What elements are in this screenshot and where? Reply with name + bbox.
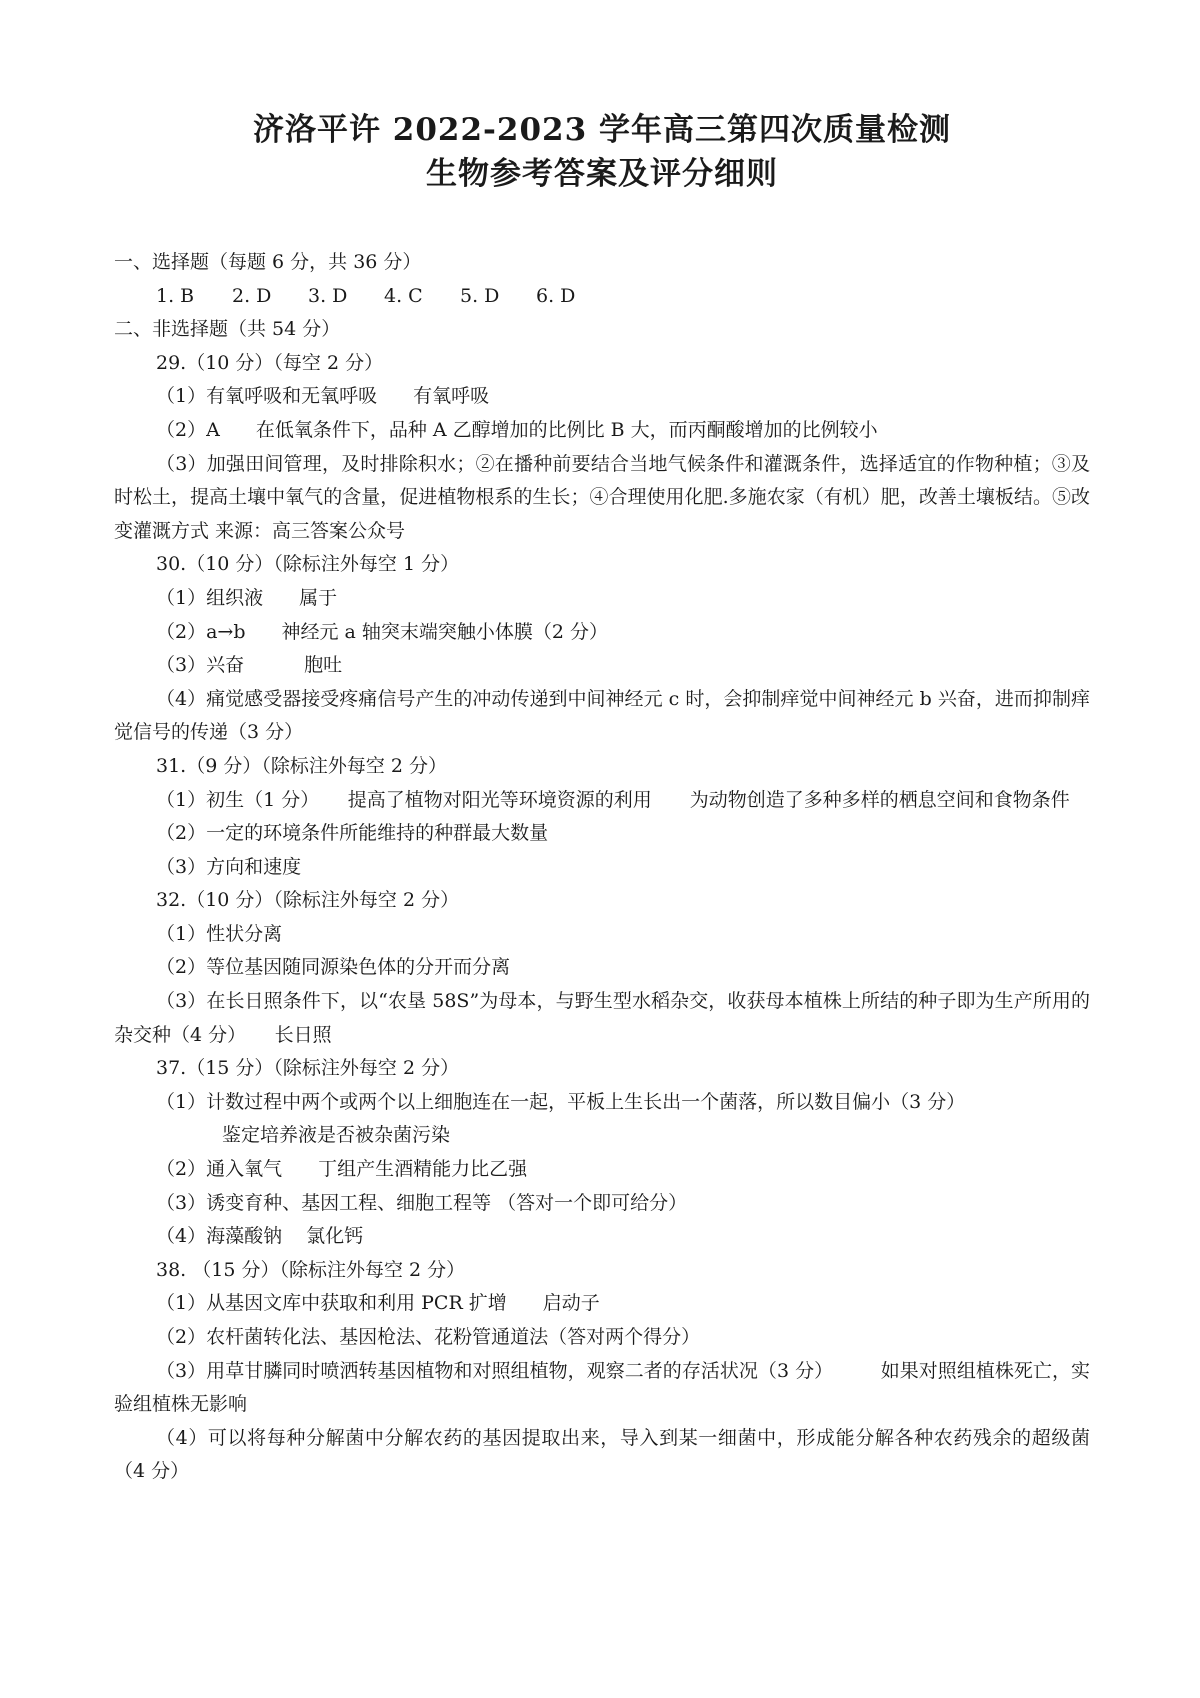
document-subtitle: 生物参考答案及评分细则: [426, 156, 778, 192]
multiple-choice-answers: [114, 280, 1090, 314]
q38-answer-4: （4）可以将每种分解菌中分解农药的基因提取出来，导入到某一细菌中，形成能分解各种农药残余的超级菌（4 分）: [114, 1426, 1090, 1483]
q30-answer-4: （4）痛觉感受器接受疼痛信号产生的冲动传递到中间神经元 c 时，会抑制痒觉中间神经元 b 兴奋，进而抑制痒觉信号的传递（3 分）: [114, 687, 1090, 744]
q30-answer-2-b: 神经元 a 轴突末端突触小体膜（2 分）: [281, 620, 609, 643]
q30-answer-1: [114, 582, 1090, 616]
q30-answer-1-a: （1）组织液: [156, 586, 264, 609]
q29-answer-1-a: （1）有氧呼吸和无氧呼吸: [156, 385, 378, 408]
q30-heading: 30.（10 分）（除标注外每空 1 分）: [156, 553, 460, 576]
q32-answer-2: （2）等位基因随同源染色体的分开而分离: [156, 956, 511, 979]
document-title: 济洛平许 2022-2023 学年高三第四次质量检测: [252, 112, 951, 148]
q30-answer-1-b: 属于: [299, 586, 338, 609]
q31-heading: 31.（9 分）（除标注外每空 2 分）: [156, 754, 448, 777]
q37-answer-2-a: （2）通入氧气: [156, 1158, 283, 1181]
mc-answer: 5. D: [460, 284, 500, 307]
q37-answer-1-continued: 鉴定培养液是否被杂菌污染: [222, 1124, 451, 1147]
q38-answer-1-a: （1）从基因文库中获取和利用 PCR 扩增: [156, 1292, 507, 1315]
mc-answer: 6. D: [536, 284, 576, 307]
mc-answer: 4. C: [384, 284, 423, 307]
q32-heading: 32.（10 分）（除标注外每空 2 分）: [156, 889, 460, 912]
q29-answer-1: [114, 380, 1090, 414]
mc-answer: 1. B: [156, 284, 195, 307]
q37-answer-2: [114, 1153, 1090, 1187]
q29-answer-2-a: （2）A: [156, 418, 220, 441]
q31-answer-3: （3）方向和速度: [156, 855, 302, 878]
q30-answer-2-a: （2）a→b: [156, 620, 246, 643]
mc-answer: 3. D: [308, 284, 348, 307]
q37-heading: 37.（15 分）（除标注外每空 2 分）: [156, 1057, 460, 1080]
q38-heading: 38. （15 分）（除标注外每空 2 分）: [156, 1258, 466, 1281]
q37-answer-1: （1）计数过程中两个或两个以上细胞连在一起，平板上生长出一个菌落，所以数目偏小（3 分）: [156, 1090, 966, 1113]
q29-answer-3: （3）加强田间管理，及时排除积水；②在播种前要结合当地气候条件和灌溉条件，选择适宜的作物种植；③及时松土，提高土壤中氧气的含量，促进植物根系的生长；④合理使用化肥.多施农家（有机）肥，改善土壤板结。⑤改变灌溉方式 来源：高三答案公众号: [114, 452, 1090, 542]
q38-answer-2: （2）农杆菌转化法、基因枪法、花粉管通道法（答对两个得分）: [156, 1326, 701, 1348]
q31-answer-1: （1）初生（1 分） 提高了植物对阳光等环境资源的利用 为动物创造了多种多样的栖息空间和食物条件: [156, 788, 1070, 811]
q38-answer-1-b: 启动子: [542, 1292, 600, 1315]
section-multiple-choice-heading: 一、选择题（每题 6 分，共 36 分）: [114, 251, 422, 273]
q38-answer-3: （3）用草甘膦同时喷洒转基因植物和对照组植物，观察二者的存活状况（3 分） 如果对照组植株死亡，实验组植株无影响: [114, 1359, 1090, 1416]
q32-answer-3: （3）在长日照条件下，以“农垦 58S”为母本，与野生型水稻杂交，收获母本植株上所结的种子即为生产所用的杂交种（4 分） 长日照: [114, 990, 1090, 1046]
q32-answer-1: （1）性状分离: [156, 922, 283, 945]
q30-answer-2: [114, 616, 1090, 650]
q30-answer-3: [114, 649, 1090, 683]
q30-answer-3-a: （3）兴奋: [156, 654, 245, 677]
mc-answer: 2. D: [232, 284, 272, 307]
q29-answer-2: [114, 414, 1090, 448]
q29-answer-1-b: 有氧呼吸: [413, 385, 490, 408]
q37-answer-2-b: 丁组产生酒精能力比乙强: [318, 1158, 528, 1181]
q37-answer-4: [114, 1220, 1090, 1254]
q31-answer-2: （2）一定的环境条件所能维持的种群最大数量: [156, 822, 549, 845]
q30-answer-3-b: 胞吐: [304, 654, 343, 677]
q38-answer-1: [114, 1287, 1090, 1321]
q37-answer-4-b: 氯化钙: [306, 1225, 364, 1248]
q37-answer-3: （3）诱变育种、基因工程、细胞工程等 （答对一个即可给分）: [156, 1191, 688, 1214]
section-non-choice-heading: 二、非选择题（共 54 分）: [114, 318, 341, 341]
q29-heading: 29.（10 分）（每空 2 分）: [156, 351, 384, 374]
answer-body: [114, 246, 1090, 1489]
q29-answer-2-b: 在低氧条件下，品种 A 乙醇增加的比例比 B 大，而丙酮酸增加的比例较小: [255, 418, 878, 441]
q37-answer-4-a: （4）海藻酸钠: [156, 1225, 283, 1248]
